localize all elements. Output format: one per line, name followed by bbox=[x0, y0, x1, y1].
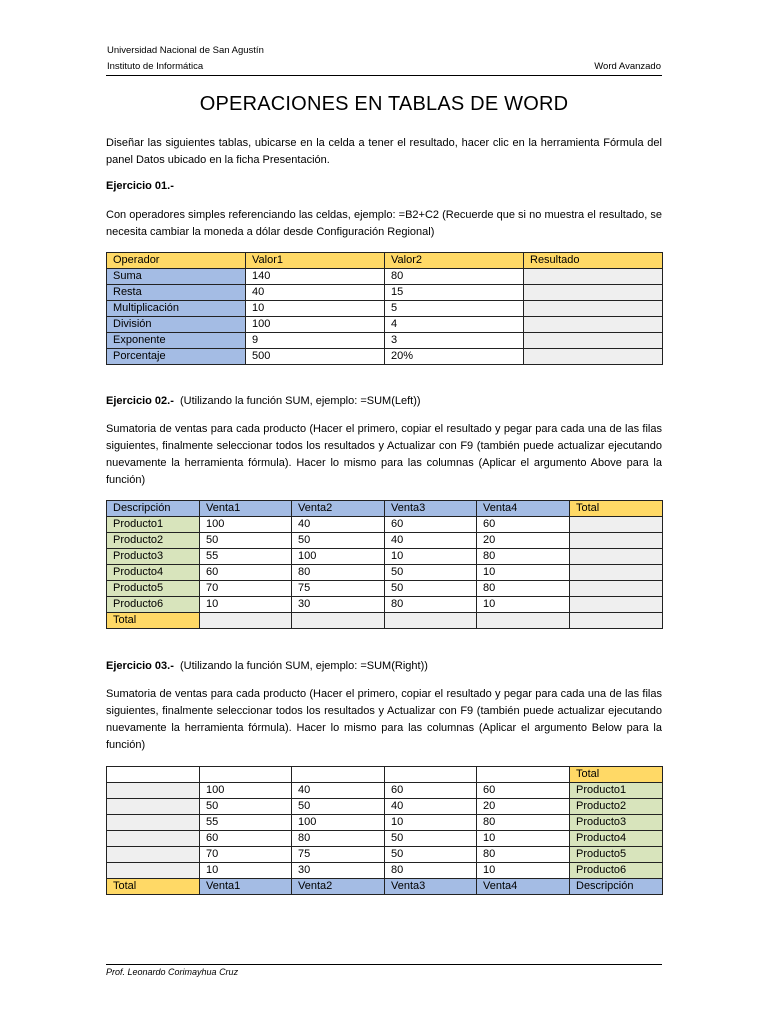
header-cell: Resultado bbox=[524, 253, 663, 269]
product-cell: Total bbox=[107, 613, 200, 629]
header-divider bbox=[106, 75, 662, 76]
value-cell: 4 bbox=[385, 317, 524, 333]
value-cell: 80 bbox=[385, 269, 524, 285]
total-cell bbox=[107, 863, 200, 879]
value-cell bbox=[200, 767, 292, 783]
table-row bbox=[107, 301, 663, 317]
value-cell: 10 bbox=[246, 301, 385, 317]
value-cell: 20 bbox=[477, 799, 570, 815]
value-cell: 80 bbox=[477, 581, 570, 597]
total-cell bbox=[107, 799, 200, 815]
value-cell: 10 bbox=[385, 549, 477, 565]
ex1-paragraph: Con operadores simples referenciando las celdas, ejemplo: =B2+C2 (Recuerde que si no muestra el resultado, se necesita cambiar la moneda a dólar desde Configuración Regional) bbox=[106, 209, 662, 238]
header-cell: Total bbox=[570, 501, 663, 517]
value-cell: 40 bbox=[292, 783, 385, 799]
value-cell: 500 bbox=[246, 349, 385, 365]
product-cell: Producto1 bbox=[107, 517, 200, 533]
ex3-heading-label: Ejercicio 03.- bbox=[106, 660, 174, 672]
header-institute: Instituto de Informática bbox=[107, 61, 204, 72]
value-cell: Venta2 bbox=[292, 879, 385, 895]
total-cell bbox=[570, 581, 663, 597]
header-cell: Descripción bbox=[107, 501, 200, 517]
product-cell: Producto4 bbox=[107, 565, 200, 581]
value-cell: 55 bbox=[200, 549, 292, 565]
ex3-paragraph: Sumatoria de ventas para cada producto (Hacer el primero, copiar el resultado y pegar para cada una de las filas siguientes, finalmente seleccionar todos los resultados y Actualizar con F9 (también puede actualizar ejecutando nuevamente la herramienta fórmula). Hacer lo mismo para las columnas (Aplicar el argumento Below para la función) bbox=[106, 688, 662, 751]
table-header-row bbox=[107, 767, 663, 783]
value-cell: 50 bbox=[292, 533, 385, 549]
header-cell: Venta2 bbox=[292, 501, 385, 517]
header-course: Word Avanzado bbox=[594, 61, 661, 72]
intro-paragraph: Diseñar las siguientes tablas, ubicarse en la celda a tener el resultado, hacer clic en la herramienta Fórmula del panel Datos ubicado en la ficha Presentación. bbox=[106, 137, 662, 166]
table-row bbox=[107, 863, 663, 879]
total-cell bbox=[570, 517, 663, 533]
operator-cell: Suma bbox=[107, 269, 246, 285]
ex2-table bbox=[106, 500, 663, 629]
total-cell bbox=[570, 549, 663, 565]
value-cell: 60 bbox=[477, 783, 570, 799]
value-cell bbox=[385, 767, 477, 783]
value-cell: 40 bbox=[246, 285, 385, 301]
value-cell: 10 bbox=[385, 815, 477, 831]
total-cell bbox=[570, 533, 663, 549]
value-cell: Venta4 bbox=[477, 879, 570, 895]
footer-author: Prof. Leonardo Corimayhua Cruz bbox=[106, 967, 239, 977]
value-cell: 10 bbox=[477, 863, 570, 879]
table-row bbox=[107, 783, 663, 799]
result-cell bbox=[524, 285, 663, 301]
label-cell: Total bbox=[570, 767, 663, 783]
value-cell bbox=[477, 767, 570, 783]
value-cell: 60 bbox=[385, 783, 477, 799]
value-cell: 60 bbox=[200, 565, 292, 581]
value-cell: 10 bbox=[477, 831, 570, 847]
value-cell: 100 bbox=[200, 783, 292, 799]
total-cell bbox=[107, 847, 200, 863]
value-cell: Venta3 bbox=[385, 879, 477, 895]
result-cell bbox=[524, 301, 663, 317]
table-row bbox=[107, 565, 663, 581]
value-cell: 10 bbox=[477, 565, 570, 581]
ex2-paragraph: Sumatoria de ventas para cada producto (Hacer el primero, copiar el resultado y pegar para cada una de las filas siguientes, finalmente seleccionar todos los resultados y Actualizar con F9 (también puede actualizar ejecutando nuevamente la herramienta fórmula). Hacer lo mismo para las columnas (Aplicar el argumento Above para la función) bbox=[106, 423, 662, 486]
header-cell: Valor2 bbox=[385, 253, 524, 269]
value-cell: 50 bbox=[200, 799, 292, 815]
value-cell: Venta1 bbox=[200, 879, 292, 895]
total-cell bbox=[107, 815, 200, 831]
header-university: Universidad Nacional de San Agustín bbox=[107, 45, 264, 56]
value-cell: 80 bbox=[385, 863, 477, 879]
value-cell: 10 bbox=[477, 597, 570, 613]
value-cell: 80 bbox=[477, 847, 570, 863]
value-cell bbox=[200, 613, 292, 629]
value-cell: 60 bbox=[200, 831, 292, 847]
label-cell: Descripción bbox=[570, 879, 663, 895]
value-cell: 50 bbox=[385, 847, 477, 863]
ex2-heading-label: Ejercicio 02.- bbox=[106, 395, 174, 407]
operator-cell: División bbox=[107, 317, 246, 333]
value-cell: 10 bbox=[200, 863, 292, 879]
value-cell: 30 bbox=[292, 863, 385, 879]
value-cell bbox=[385, 613, 477, 629]
table-row bbox=[107, 349, 663, 365]
table-row bbox=[107, 317, 663, 333]
table-row bbox=[107, 799, 663, 815]
value-cell: 50 bbox=[385, 581, 477, 597]
value-cell: 30 bbox=[292, 597, 385, 613]
product-cell: Producto3 bbox=[107, 549, 200, 565]
value-cell: 10 bbox=[200, 597, 292, 613]
label-cell: Producto2 bbox=[570, 799, 663, 815]
value-cell: 60 bbox=[477, 517, 570, 533]
ex3-table bbox=[106, 766, 663, 895]
value-cell: 60 bbox=[385, 517, 477, 533]
value-cell: 100 bbox=[246, 317, 385, 333]
value-cell: 50 bbox=[292, 799, 385, 815]
value-cell: 75 bbox=[292, 847, 385, 863]
table-row bbox=[107, 549, 663, 565]
total-cell bbox=[107, 767, 200, 783]
value-cell: 75 bbox=[292, 581, 385, 597]
ex3-heading bbox=[106, 660, 428, 672]
value-cell: 50 bbox=[385, 831, 477, 847]
table-row bbox=[107, 285, 663, 301]
footer-row bbox=[107, 879, 663, 895]
value-cell: 5 bbox=[385, 301, 524, 317]
value-cell: 70 bbox=[200, 847, 292, 863]
table-row bbox=[107, 815, 663, 831]
value-cell: 9 bbox=[246, 333, 385, 349]
header-cell: Venta4 bbox=[477, 501, 570, 517]
label-cell: Producto3 bbox=[570, 815, 663, 831]
footer-divider bbox=[106, 964, 662, 965]
table-header-row bbox=[107, 253, 663, 269]
value-cell: 80 bbox=[292, 565, 385, 581]
product-cell: Producto6 bbox=[107, 597, 200, 613]
table-row bbox=[107, 333, 663, 349]
product-cell: Producto5 bbox=[107, 581, 200, 597]
result-cell bbox=[524, 349, 663, 365]
value-cell: 100 bbox=[292, 815, 385, 831]
table-row bbox=[107, 269, 663, 285]
product-cell: Producto2 bbox=[107, 533, 200, 549]
operator-cell: Porcentaje bbox=[107, 349, 246, 365]
value-cell: 40 bbox=[292, 517, 385, 533]
operator-cell: Exponente bbox=[107, 333, 246, 349]
value-cell: 40 bbox=[385, 533, 477, 549]
label-cell: Producto5 bbox=[570, 847, 663, 863]
total-cell bbox=[570, 597, 663, 613]
operator-cell: Resta bbox=[107, 285, 246, 301]
total-row bbox=[107, 613, 663, 629]
header-cell: Operador bbox=[107, 253, 246, 269]
value-cell: 70 bbox=[200, 581, 292, 597]
label-cell: Producto4 bbox=[570, 831, 663, 847]
result-cell bbox=[524, 333, 663, 349]
total-cell bbox=[570, 565, 663, 581]
header-cell: Venta1 bbox=[200, 501, 292, 517]
value-cell bbox=[292, 613, 385, 629]
table-header-row bbox=[107, 501, 663, 517]
value-cell: 3 bbox=[385, 333, 524, 349]
value-cell: 15 bbox=[385, 285, 524, 301]
value-cell bbox=[292, 767, 385, 783]
value-cell: 40 bbox=[385, 799, 477, 815]
ex2-subtitle: (Utilizando la función SUM, ejemplo: =SUM(Left)) bbox=[180, 395, 421, 407]
table-row bbox=[107, 847, 663, 863]
total-cell bbox=[107, 783, 200, 799]
label-cell: Producto1 bbox=[570, 783, 663, 799]
value-cell: 55 bbox=[200, 815, 292, 831]
value-cell bbox=[477, 613, 570, 629]
table-row bbox=[107, 831, 663, 847]
ex1-heading-label: Ejercicio 01.- bbox=[106, 180, 174, 192]
page-title: OPERACIONES EN TABLAS DE WORD bbox=[199, 93, 569, 115]
table-row bbox=[107, 533, 663, 549]
table-row bbox=[107, 597, 663, 613]
ex1-table bbox=[106, 252, 663, 365]
value-cell: 80 bbox=[477, 815, 570, 831]
value-cell: 100 bbox=[292, 549, 385, 565]
ex1-heading bbox=[106, 180, 174, 192]
value-cell: 20% bbox=[385, 349, 524, 365]
value-cell: 80 bbox=[292, 831, 385, 847]
value-cell: 140 bbox=[246, 269, 385, 285]
value-cell: 80 bbox=[385, 597, 477, 613]
ex2-heading bbox=[106, 395, 421, 407]
value-cell: 50 bbox=[200, 533, 292, 549]
table-row bbox=[107, 517, 663, 533]
value-cell: 100 bbox=[200, 517, 292, 533]
value-cell: 80 bbox=[477, 549, 570, 565]
total-cell bbox=[107, 831, 200, 847]
label-cell: Producto6 bbox=[570, 863, 663, 879]
total-cell bbox=[570, 613, 663, 629]
operator-cell: Multiplicación bbox=[107, 301, 246, 317]
header-cell: Venta3 bbox=[385, 501, 477, 517]
result-cell bbox=[524, 317, 663, 333]
header-cell: Valor1 bbox=[246, 253, 385, 269]
result-cell bbox=[524, 269, 663, 285]
total-cell: Total bbox=[107, 879, 200, 895]
table-row bbox=[107, 581, 663, 597]
value-cell: 20 bbox=[477, 533, 570, 549]
value-cell: 50 bbox=[385, 565, 477, 581]
ex3-subtitle: (Utilizando la función SUM, ejemplo: =SUM(Right)) bbox=[180, 660, 428, 672]
